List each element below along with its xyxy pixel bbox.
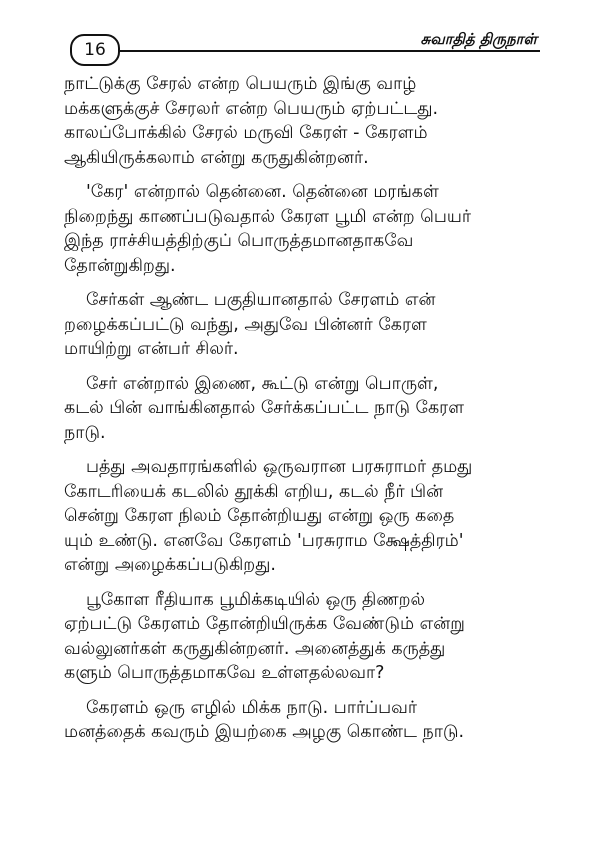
body-text <box>64 72 544 755</box>
text-line: என்று அழைக்கப்படுகிறது. <box>64 555 276 575</box>
text-line: நாட்டுக்கு சேரல் என்ற பெயரும் இங்கு வாழ் <box>64 74 417 94</box>
text-line: நாடு. <box>64 422 106 443</box>
page-number: 16 <box>70 34 120 66</box>
text-line: சேர் என்றால் இணை, கூட்டு என்று பொருள், <box>86 373 439 394</box>
text-line: சேர்கள் ஆண்ட பகுதியானதால் சேரளம் என் <box>86 290 436 310</box>
text-line: 'கேர' என்றால் தென்னை. தென்னை மரங்கள் <box>86 182 439 202</box>
text-line: வல்லுனர்கள் கருதுகின்றனர். அனைத்துக் கருத்து <box>64 638 446 659</box>
text-line: களும் பொருத்தமாகவே உள்ளதல்லவா? <box>64 663 385 683</box>
text-line: ஏற்பட்டு கேரளம் தோன்றியிருக்க வேண்டும் என்று <box>64 614 465 634</box>
paragraph <box>64 372 544 446</box>
text-line: பத்து அவதாரங்களில் ஒருவரான பரசுராமர் தமது <box>86 457 473 477</box>
text-line: தோன்றுகிறது. <box>64 255 176 276</box>
running-title: சுவாதித் திருநாள் <box>420 30 537 48</box>
text-line: மாயிற்று என்பர் சிலர். <box>64 339 239 359</box>
text-line: றழைக்கப்பட்டு வந்து, அதுவே பின்னர் கேரள <box>64 314 427 335</box>
text-line: ஆகியிருக்கலாம் என்று கருதுகின்றனர். <box>64 147 369 168</box>
paragraph <box>64 588 544 686</box>
text-line: மனத்தைக் கவரும் இயற்கை அழகு கொண்ட நாடு. <box>64 722 465 742</box>
paragraph <box>64 180 544 278</box>
text-line: மக்களுக்குச் சேரலர் என்ற பெயரும் ஏற்பட்டது. <box>64 98 439 119</box>
text-line: காலப்போக்கில் சேரல் மருவி கேரள் - கேரளம் <box>64 123 428 143</box>
text-line: கடல் பின் வாங்கினதால் சேர்க்கப்பட்ட நாடு கேரள <box>64 398 464 418</box>
text-line: நிறைந்து காணப்படுவதால் கேரள பூமி என்ற பெயர் <box>64 206 472 227</box>
paragraph <box>64 72 544 170</box>
text-line: பூகோள ரீதியாக பூமிக்கடியில் ஒரு திணறல் <box>86 589 426 610</box>
paragraph <box>64 288 544 362</box>
text-line: கோடரியைக் கடலில் தூக்கி எறிய, கடல் நீர் பின் <box>64 481 444 502</box>
header-rule <box>118 50 540 52</box>
paragraph <box>64 455 544 578</box>
paragraph <box>64 696 544 745</box>
text-line: கேரளம் ஒரு எழில் மிக்க நாடு. பார்ப்பவர் <box>86 697 418 718</box>
text-line: சென்று கேரள நிலம் தோன்றியது என்று ஒரு கதை <box>64 506 455 526</box>
text-line: யும் உண்டு. எனவே கேரளம் 'பரசுராம க்ஷேத்திரம்' <box>64 530 464 551</box>
text-line: இந்த ராச்சியத்திற்குப் பொருத்தமானதாகவே <box>64 231 414 251</box>
